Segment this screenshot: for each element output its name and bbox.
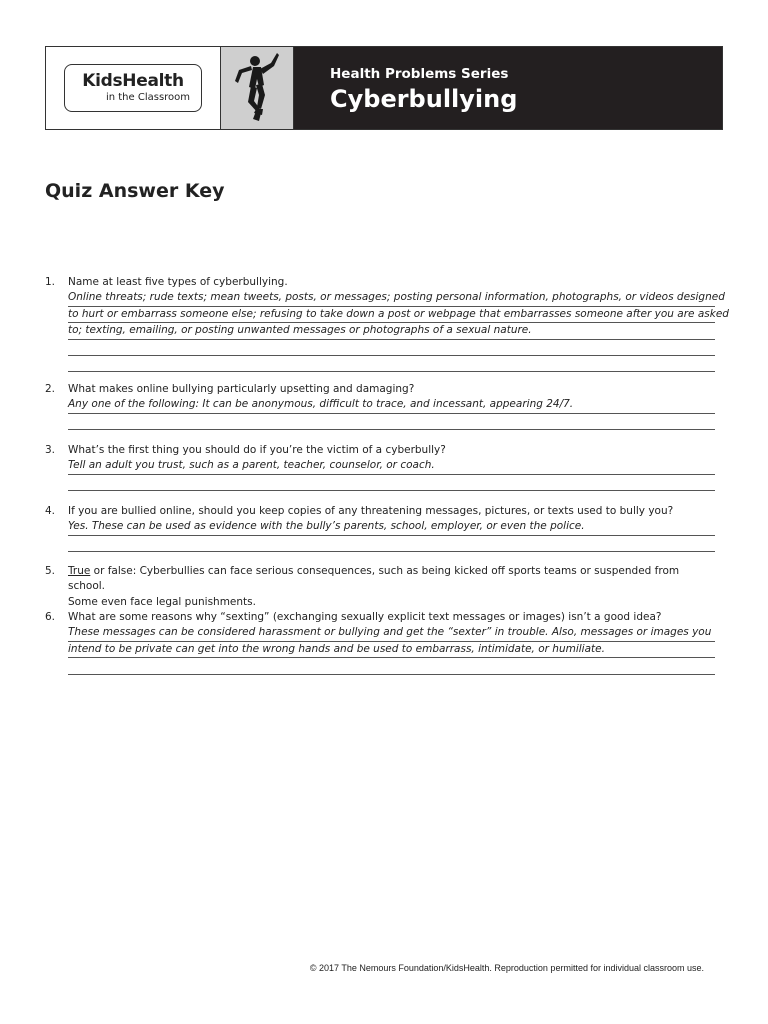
answer-line: Yes. These can be used as evidence with the bully’s parents, school, employer, or even the police. bbox=[68, 519, 715, 535]
answer-line: Online threats; rude texts; mean tweets, posts, or messages; posting personal information, photographs, or videos designed bbox=[68, 290, 715, 306]
figure-cell bbox=[221, 47, 294, 129]
question-prompt-line2: Some even face legal punishments. bbox=[68, 595, 256, 608]
question-prompt: What makes online bullying particularly upsetting and damaging? bbox=[68, 383, 415, 395]
jumping-person-icon bbox=[233, 49, 281, 127]
question-prompt: Name at least five types of cyberbullying. bbox=[68, 276, 288, 288]
answer-line: intend to be private can get into the wrong hands and be used to embarrass, intimidate, or humiliate. bbox=[68, 642, 715, 658]
blank-line bbox=[68, 658, 715, 674]
blank-line bbox=[68, 356, 715, 372]
question-number: 3. bbox=[45, 444, 56, 456]
answer-line: to hurt or embarrass someone else; refusing to take down a post or webpage that embarrasses someone after you are asked bbox=[68, 307, 715, 323]
series-title: Health Problems Series bbox=[330, 66, 509, 82]
question-number: 6. bbox=[45, 611, 56, 623]
question-prompt: What’s the first thing you should do if you’re the victim of a cyberbully? bbox=[68, 444, 446, 456]
topic-title: Cyberbullying bbox=[330, 85, 518, 113]
copyright-footer: © 2017 The Nemours Foundation/KidsHealth. Reproduction permitted for individual classroom use. bbox=[309, 963, 704, 973]
question-number: 2. bbox=[45, 383, 56, 395]
blank-line bbox=[68, 340, 715, 356]
question-prompt-rest: or false: Cyberbullies can face serious consequences, such as being kicked off sports teams or suspended from school. bbox=[68, 565, 680, 593]
question-number: 4. bbox=[45, 505, 56, 517]
kidshealth-logo bbox=[64, 64, 202, 112]
blank-line bbox=[68, 475, 715, 491]
title-cell bbox=[294, 47, 722, 129]
question-prompt: What are some reasons why “sexting” (exchanging sexually explicit text messages or images) isn’t a good idea? bbox=[68, 611, 662, 623]
question-prompt: If you are bullied online, should you keep copies of any threatening messages, pictures, or texts used to bully you? bbox=[68, 505, 674, 517]
page-title: Quiz Answer Key bbox=[45, 180, 225, 202]
logo-sub-text: in the Classroom bbox=[105, 92, 191, 103]
question-number: 5. bbox=[45, 565, 56, 577]
blank-line bbox=[68, 536, 715, 552]
question-number: 1. bbox=[45, 276, 56, 288]
logo-main-text: KidsHealth bbox=[82, 71, 184, 91]
question-prompt bbox=[68, 564, 715, 595]
answer-line: These messages can be considered harassment or bullying and get the “sexter” in trouble. Also, messages or images you bbox=[68, 625, 715, 641]
answer-line: Tell an adult you trust, such as a parent, teacher, counselor, or coach. bbox=[68, 458, 715, 474]
true-false-answer: True bbox=[68, 565, 91, 577]
blank-line bbox=[68, 414, 715, 430]
logo-cell bbox=[46, 47, 221, 129]
answer-line: to; texting, emailing, or posting unwanted messages or photographs of a sexual nature. bbox=[68, 323, 715, 339]
header-banner bbox=[45, 46, 723, 130]
answer-line: Any one of the following: It can be anonymous, difficult to trace, and incessant, appearing 24/7. bbox=[68, 397, 715, 413]
